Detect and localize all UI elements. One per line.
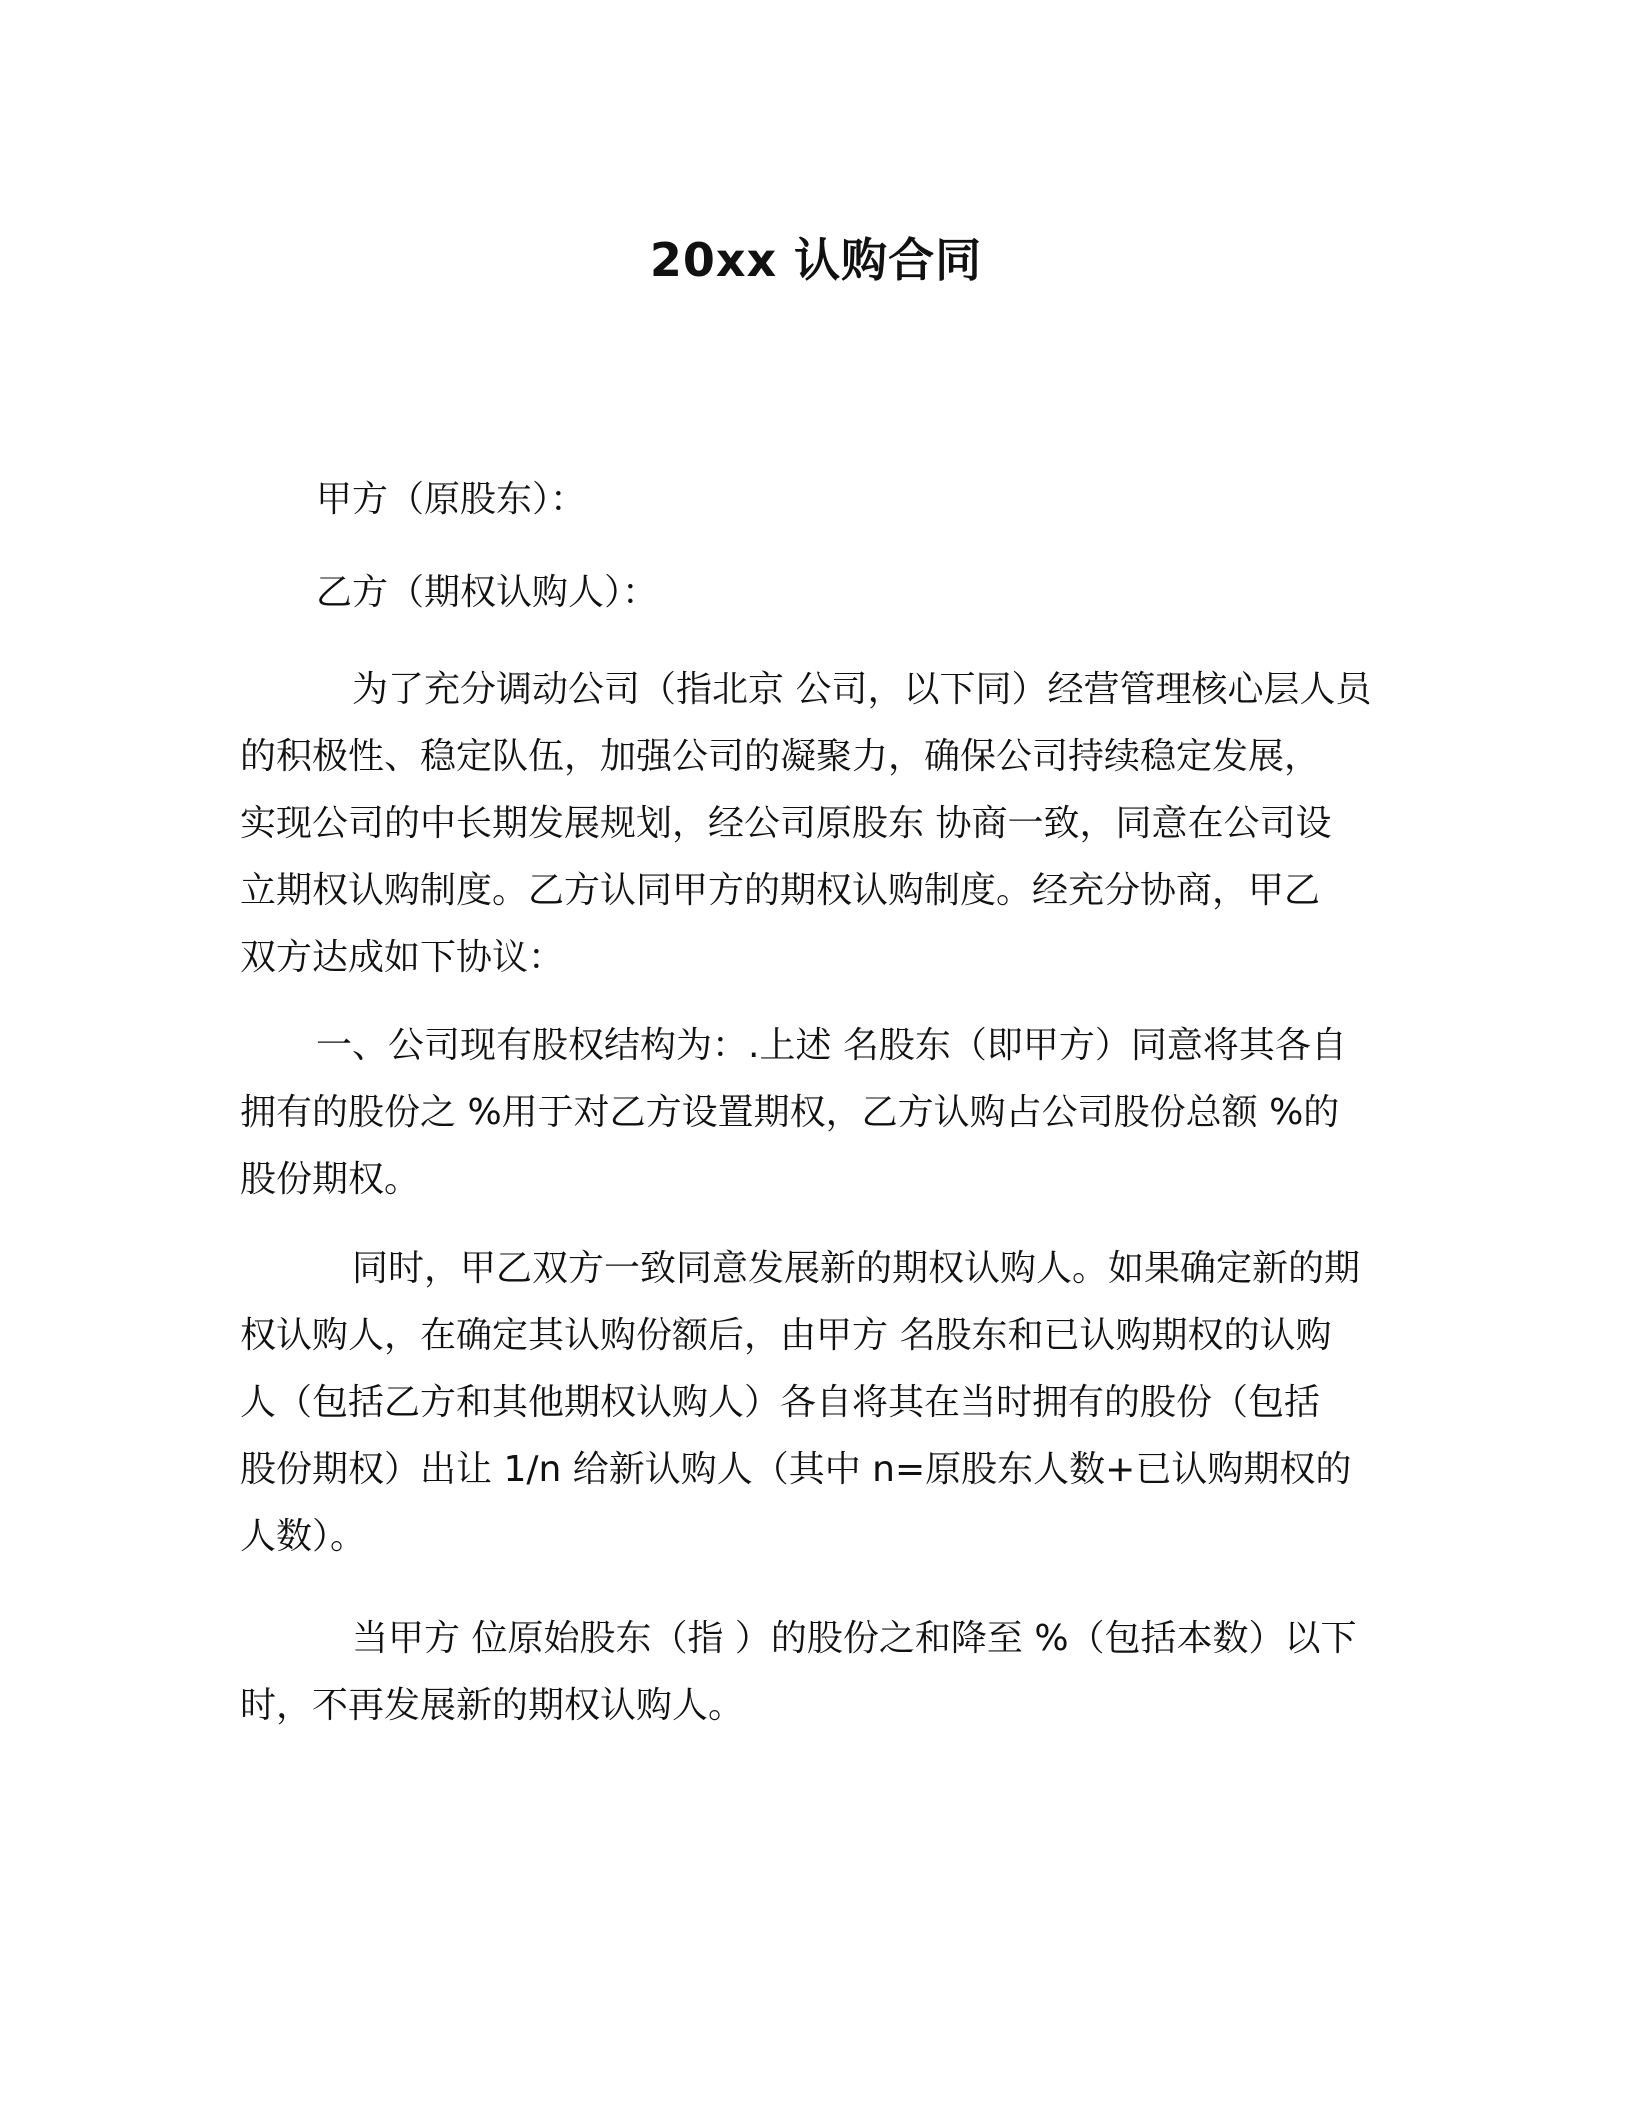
paragraph-line: 股份期权）出让 1/n 给新认购人（其中 n=原股东人数+已认购期权的 bbox=[240, 1449, 1352, 1490]
paragraph-line: 人（包括乙方和其他期权认购人）各自将其在当时拥有的股份（包括 bbox=[240, 1382, 1321, 1423]
paragraph-line: 时，不再发展新的期权认购人。 bbox=[240, 1685, 745, 1726]
paragraph-purpose bbox=[240, 656, 1380, 991]
paragraph-new-subscribers bbox=[240, 1235, 1380, 1570]
paragraph-line: 当甲方 位原始股东（指 ）的股份之和降至 %（包括本数）以下 bbox=[316, 1618, 1357, 1659]
paragraph-threshold bbox=[240, 1605, 1380, 1739]
paragraph-line: 拥有的股份之 %用于对乙方设置期权，乙方认购占公司股份总额 %的 bbox=[240, 1092, 1340, 1133]
paragraph-line: 人数）。 bbox=[240, 1516, 367, 1557]
paragraph-line: 同时，甲乙双方一致同意发展新的期权认购人。如果确定新的期 bbox=[316, 1248, 1361, 1289]
paragraph-line: 权认购人，在确定其认购份额后，由甲方 名股东和已认购期权的认购 bbox=[240, 1315, 1332, 1356]
paragraph-line: 双方达成如下协议： bbox=[240, 937, 565, 978]
paragraph-line: 为了充分调动公司（指北京 公司，以下同）经营管理核心层人员 bbox=[316, 669, 1372, 710]
party-b-label: 乙方（期权认购人）： bbox=[316, 572, 659, 613]
party-a-label: 甲方（原股东）： bbox=[316, 479, 587, 520]
paragraph-line: 一、公司现有股权结构为：.上述 名股东（即甲方）同意将其各自 bbox=[316, 1025, 1347, 1066]
paragraph-line: 实现公司的中长期发展规划，经公司原股东 协商一致，同意在公司设 bbox=[240, 803, 1332, 844]
paragraph-line: 股份期权。 bbox=[240, 1159, 421, 1200]
paragraph-equity-structure bbox=[240, 1012, 1380, 1213]
document-title: 20xx 认购合同 bbox=[649, 233, 983, 287]
paragraph-line: 立期权认购制度。乙方认同甲方的期权认购制度。经充分协商，甲乙 bbox=[240, 870, 1321, 911]
paragraph-line: 的积极性、稳定队伍，加强公司的凝聚力，确保公司持续稳定发展， bbox=[240, 736, 1321, 777]
